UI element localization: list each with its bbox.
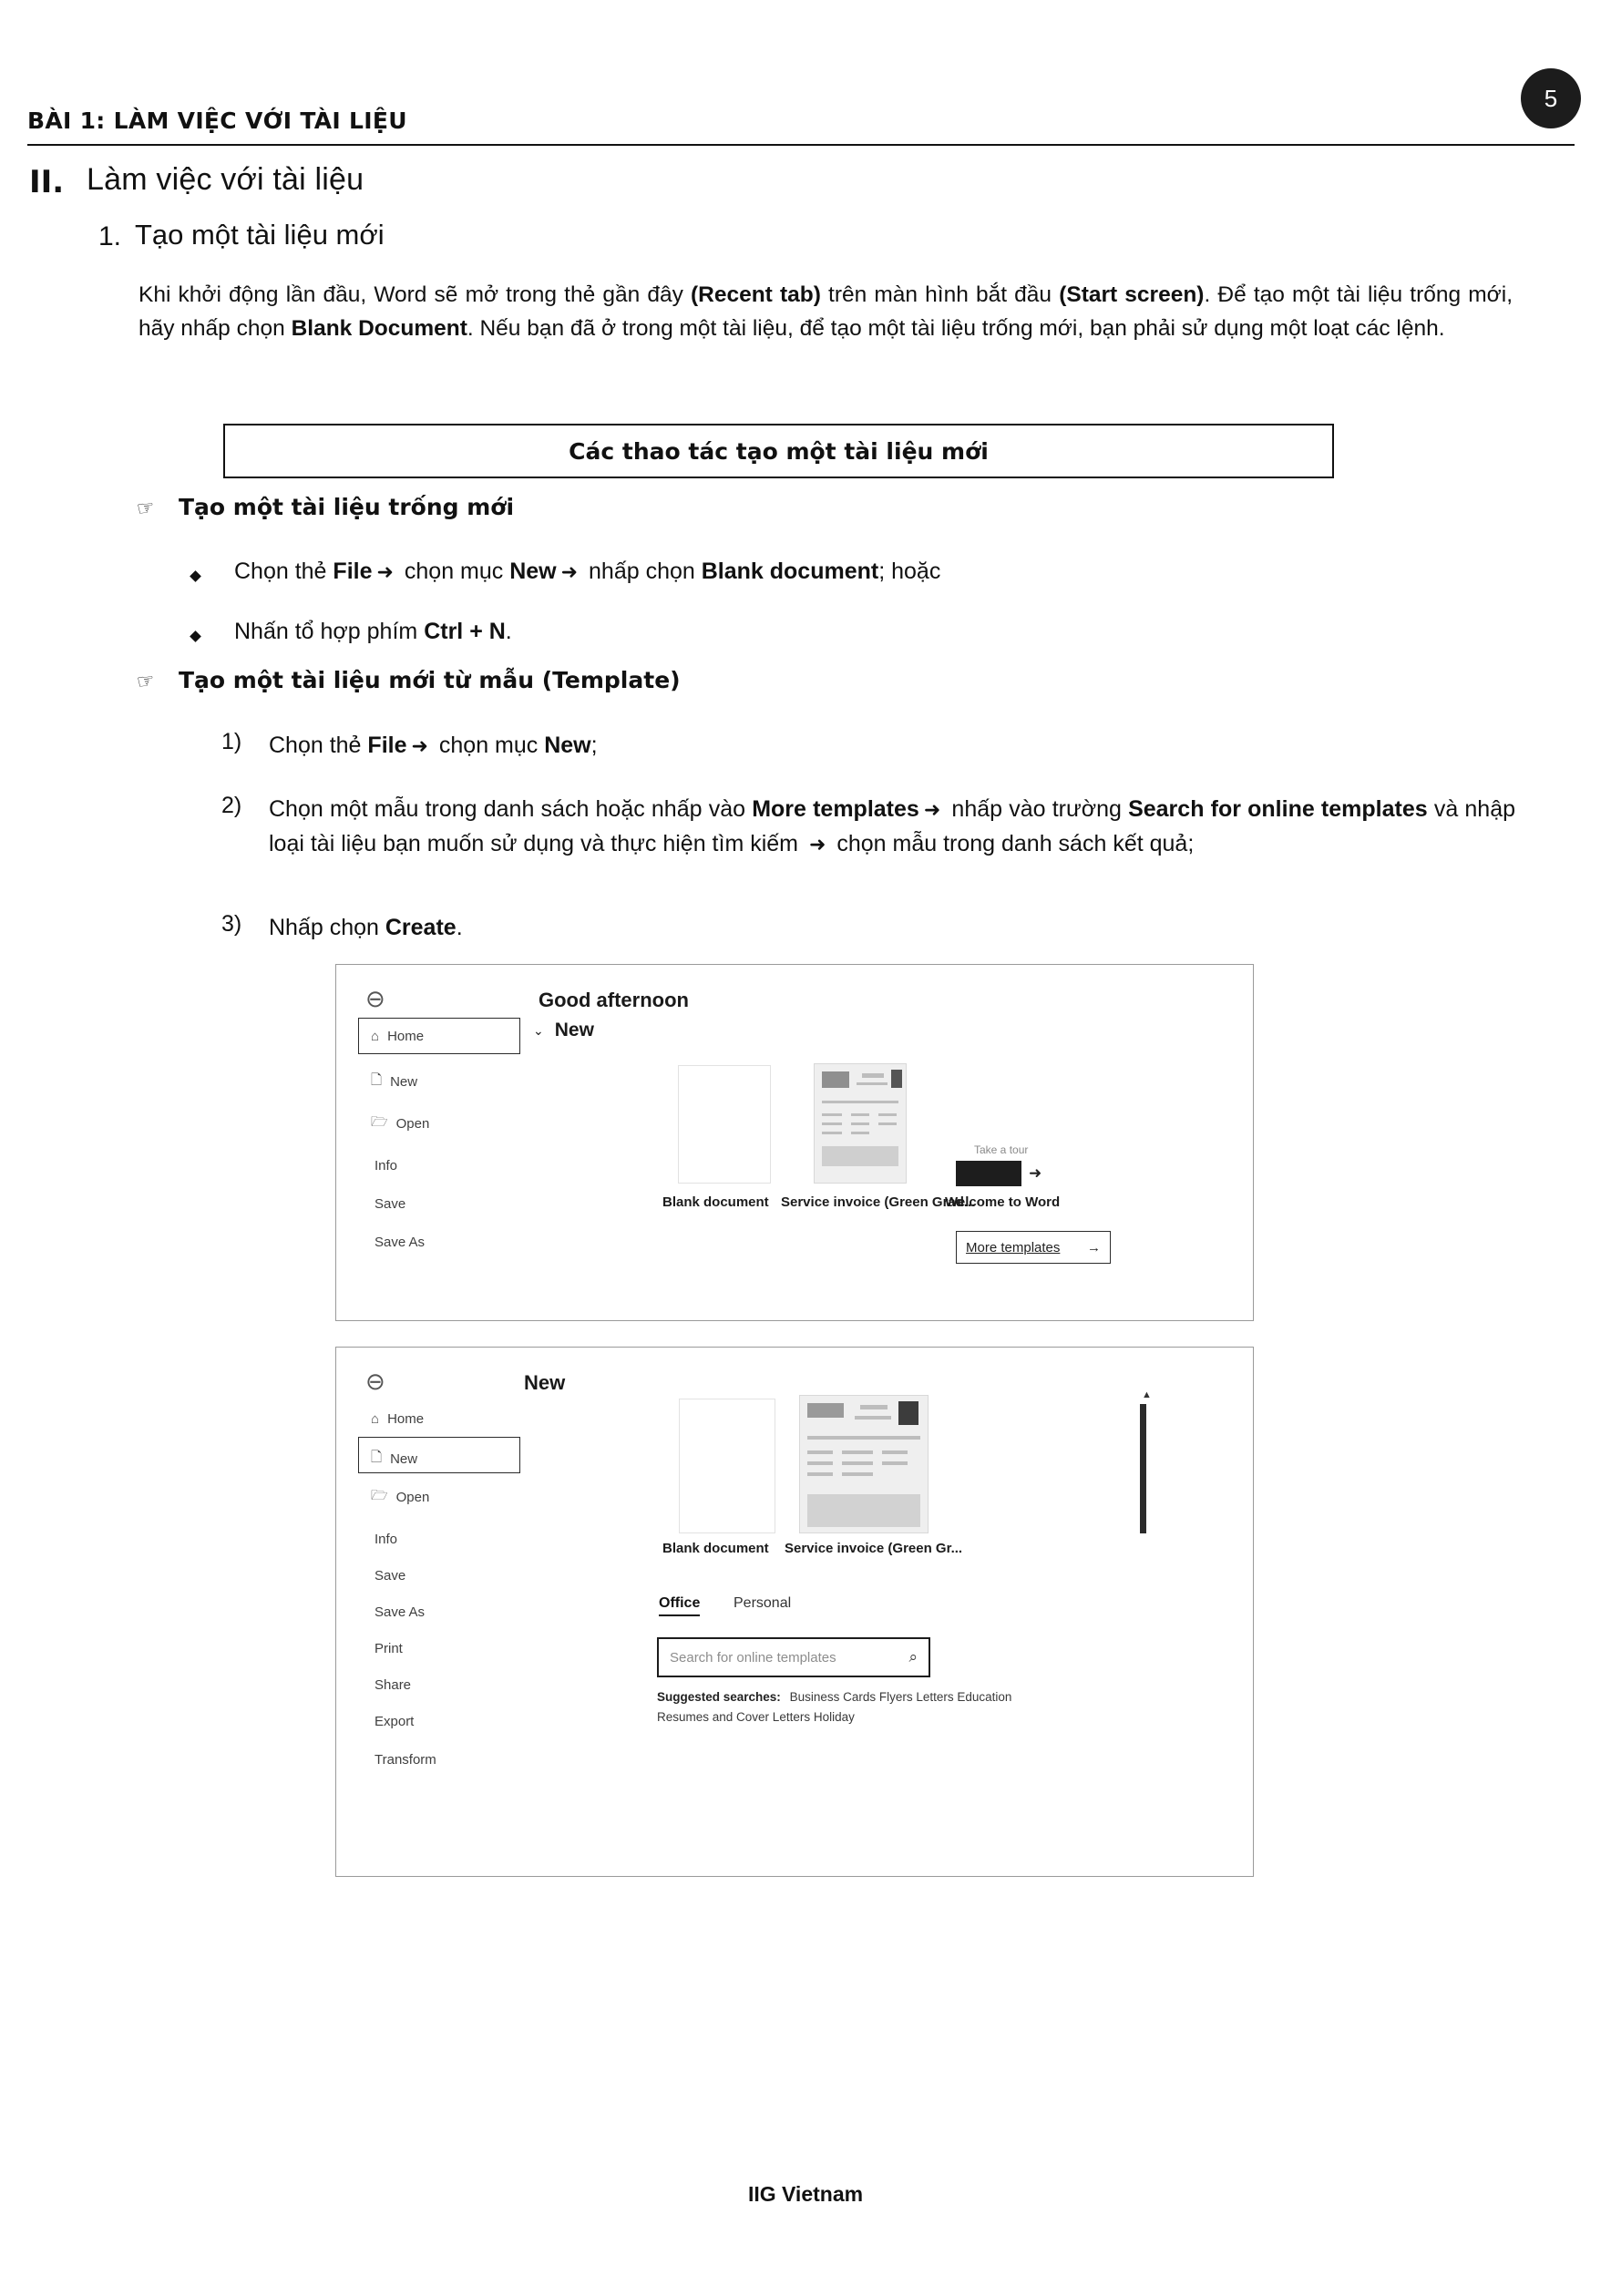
right-arrow-icon: ➜: [376, 560, 394, 583]
b2-t2: .: [505, 619, 512, 644]
b1-b1: File: [333, 559, 373, 584]
tour-arrow-icon: ➜: [1029, 1164, 1042, 1182]
new-doc-icon: 🗋: [371, 1072, 383, 1088]
block2-item-2: [269, 793, 1515, 861]
pointing-hand-icon: ☞: [135, 495, 157, 521]
home-icon: ⌂: [371, 1029, 380, 1044]
suggested-searches-row-1: [657, 1690, 1011, 1704]
greeting-title: Good afternoon: [539, 989, 689, 1011]
sidebar2-item-save-as-label: Save As: [375, 1604, 426, 1620]
sidebar2-item-transform-label: Transform: [375, 1752, 436, 1768]
template-thumb-blank[interactable]: [678, 1065, 771, 1184]
back-arrow-icon-2[interactable]: ⊖: [365, 1368, 385, 1395]
sidebar2-item-home[interactable]: [371, 1411, 424, 1427]
sidebar2-item-open[interactable]: [371, 1486, 429, 1509]
b1-t2: chọn mục: [397, 559, 510, 584]
bullet-diamond-icon: [190, 570, 201, 582]
sidebar-item-save-label: Save: [375, 1196, 406, 1212]
i2-b1: More templates: [752, 796, 919, 822]
intro-paragraph: [139, 278, 1513, 345]
tab-personal[interactable]: Personal: [734, 1595, 792, 1611]
sidebar2-item-save-label: Save: [375, 1568, 406, 1584]
header-divider: [27, 144, 1575, 146]
sidebar2-item-share-label: Share: [375, 1677, 412, 1693]
pointing-hand-icon-2: ☞: [135, 668, 157, 694]
template2-label-blank: Blank document: [662, 1541, 769, 1556]
more-templates-label: More templates: [966, 1239, 1061, 1256]
template-label-welcome: Welcome to Word: [945, 1194, 1061, 1210]
i1-t1: Chọn thẻ: [269, 733, 368, 758]
take-a-tour-label: Take a tour: [974, 1143, 1029, 1156]
b2-b1: Ctrl + N: [424, 619, 506, 644]
bullet-diamond-icon-2: [190, 630, 201, 642]
template-label-blank: Blank document: [662, 1194, 769, 1210]
sidebar2-item-transform[interactable]: [375, 1752, 436, 1768]
procedure-caption-box: [223, 424, 1334, 478]
figure-word-start-screen: [335, 964, 1254, 1321]
block2-item3-number: 3): [221, 911, 242, 937]
block2-item-1: [269, 729, 1508, 764]
i2-t1: Chọn một mẫu trong danh sách hoặc nhấp vào: [269, 796, 753, 822]
sidebar-item-home-label: Home: [387, 1029, 425, 1044]
sidebar-item-info[interactable]: [375, 1158, 397, 1174]
block1-bullet-2: [234, 619, 512, 645]
sidebar-item-save[interactable]: [375, 1196, 405, 1212]
open-folder-icon: 🗁: [371, 1114, 388, 1130]
sidebar-item-open[interactable]: [371, 1112, 429, 1135]
sidebar2-item-print[interactable]: [375, 1641, 403, 1656]
i3-t1: Nhấp chọn: [269, 915, 385, 940]
search-icon[interactable]: ⌕: [908, 1648, 918, 1666]
i2-b2: Search for online templates: [1128, 796, 1428, 822]
sidebar2-item-print-label: Print: [375, 1641, 403, 1656]
sidebar-item-new[interactable]: [371, 1071, 417, 1093]
subsection-title: Tạo một tài liệu mới: [135, 219, 385, 251]
footer-text: IIG Vietnam: [747, 2182, 864, 2206]
new-doc-icon-2: 🗋: [371, 1450, 383, 1465]
right-arrow-icon-3: ➜: [411, 734, 428, 757]
sidebar2-item-new[interactable]: [371, 1448, 417, 1471]
sidebar-item-open-label: Open: [395, 1116, 430, 1132]
back-arrow-icon[interactable]: ⊖: [365, 985, 385, 1012]
sidebar2-item-save[interactable]: [375, 1568, 405, 1584]
new-screen-title: New: [524, 1371, 566, 1394]
block1-heading: Tạo một tài liệu trống mới: [179, 494, 515, 520]
section-title: Làm việc với tài liệu: [87, 162, 364, 197]
template-label-invoice: Service invoice (Green Grad...: [781, 1194, 976, 1210]
block2-heading: Tạo một tài liệu mới từ mẫu (Template): [179, 667, 681, 693]
sidebar-item-save-as[interactable]: [375, 1235, 425, 1250]
para-bold-2: (Start screen): [1059, 282, 1205, 307]
i1-b1: File: [367, 733, 407, 758]
b1-b2: New: [509, 559, 557, 584]
block2-item2-number: 2): [221, 793, 242, 818]
sidebar-item-new-label: New: [390, 1074, 418, 1090]
open-folder-icon-2: 🗁: [371, 1488, 388, 1503]
subsection-number: 1.: [98, 221, 122, 251]
tab-office[interactable]: Office: [659, 1595, 700, 1616]
i1-t2: chọn mục: [432, 733, 545, 758]
i1-b2: New: [544, 733, 591, 758]
b2-t1: Nhấn tổ hợp phím: [234, 619, 425, 644]
suggested-searches-row-2[interactable]: Resumes and Cover Letters Holiday: [657, 1710, 855, 1724]
sidebar-item-info-label: Info: [375, 1158, 398, 1174]
sidebar2-item-info-label: Info: [375, 1532, 398, 1547]
sidebar2-item-info[interactable]: [375, 1532, 397, 1547]
para-bold-3: Blank Document: [291, 316, 467, 342]
suggested-searches-links-1[interactable]: Business Cards Flyers Letters Education: [789, 1690, 1012, 1704]
para-text-3: . Để tạo một tài liệu trống mới, hãy nhấp chọn: [139, 282, 1513, 342]
suggested-searches-label: Suggested searches:: [657, 1690, 781, 1704]
vertical-scrollbar[interactable]: [1140, 1404, 1146, 1533]
more-templates-button[interactable]: [956, 1231, 1111, 1264]
sidebar-item-home[interactable]: [371, 1029, 424, 1044]
more-templates-arrow-icon: →: [1087, 1239, 1101, 1256]
sidebar2-item-export[interactable]: [375, 1714, 414, 1729]
template-thumb-welcome[interactable]: [956, 1161, 1021, 1186]
para-text-1: Khi khởi động lần đầu, Word sẽ mở trong thẻ gần đây: [139, 282, 691, 307]
sidebar2-item-save-as[interactable]: [375, 1604, 425, 1620]
i1-t3: ;: [590, 733, 598, 758]
b1-t1: Chọn thẻ: [234, 559, 333, 584]
para-text-4: . Nếu bạn đã ở trong một tài liệu, để tạo một tài liệu trống mới, bạn phải sử dụng một loạt các lệnh.: [467, 316, 1445, 342]
template2-thumb-invoice[interactable]: [799, 1395, 929, 1533]
i2-t3: và nhập loại tài liệu bạn muốn sử dụng và thực hiện tìm kiếm: [269, 796, 1516, 856]
home-icon-2: ⌂: [371, 1411, 380, 1427]
sidebar2-item-new-label: New: [390, 1451, 418, 1467]
search-placeholder-text: Search for online templates: [670, 1649, 836, 1666]
template2-label-invoice: Service invoice (Green Gr...: [785, 1541, 963, 1556]
sidebar2-item-share[interactable]: [375, 1677, 411, 1693]
chevron-down-icon[interactable]: ⌄: [533, 1022, 544, 1038]
sidebar2-item-open-label: Open: [395, 1490, 430, 1505]
template-thumb-invoice[interactable]: [814, 1063, 907, 1184]
search-online-templates-input[interactable]: [657, 1637, 930, 1677]
block2-item1-number: 1): [221, 729, 242, 754]
page-header: [27, 108, 1575, 162]
section-number: II.: [29, 164, 65, 200]
sidebar-item-save-as-label: Save As: [375, 1235, 426, 1250]
figure-word-new-screen: [335, 1347, 1254, 1877]
b1-t4: ; hoặc: [878, 559, 941, 584]
right-arrow-icon-4: ➜: [923, 798, 941, 821]
i2-t2: nhấp vào trường: [945, 796, 1129, 822]
block2-item-3: [269, 911, 463, 946]
scroll-up-caret-icon[interactable]: ▲: [1142, 1389, 1152, 1400]
para-text-2: trên màn hình bắt đầu: [820, 282, 1060, 307]
right-arrow-icon-2: ➜: [560, 560, 579, 583]
template2-thumb-blank[interactable]: [679, 1399, 775, 1533]
i3-b1: Create: [385, 915, 457, 940]
sidebar2-item-export-label: Export: [375, 1714, 415, 1729]
block1-bullet-1: [234, 559, 940, 585]
b1-b3: Blank document: [701, 559, 879, 584]
i3-t2: .: [456, 915, 463, 940]
header-title: BÀI 1: LÀM VIỆC VỚI TÀI LIỆU: [27, 108, 407, 134]
right-arrow-icon-5: ➜: [808, 832, 826, 856]
i2-t4: chọn mẫu trong danh sách kết quả;: [830, 830, 1195, 856]
page-number-badge: 5: [1521, 68, 1581, 128]
new-section-row: [533, 1020, 594, 1041]
new-section-label: New: [554, 1020, 594, 1040]
para-bold-1: (Recent tab): [690, 282, 821, 307]
procedure-caption-text: Các thao tác tạo một tài liệu mới: [569, 437, 989, 465]
sidebar2-item-home-label: Home: [387, 1411, 425, 1427]
b1-t3: nhấp chọn: [582, 559, 702, 584]
